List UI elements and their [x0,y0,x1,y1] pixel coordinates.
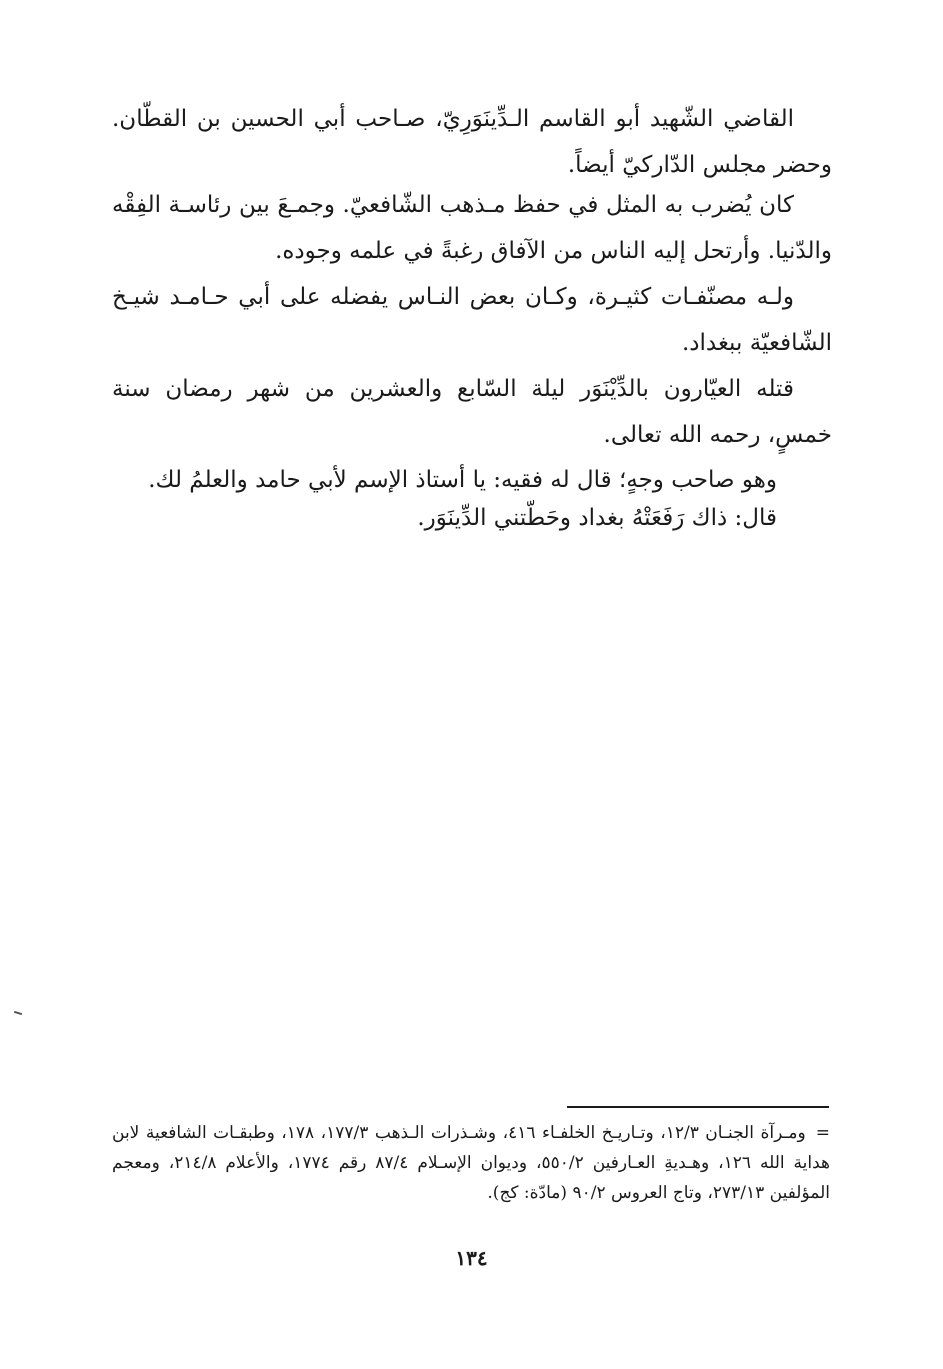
biography-paragraph-3: ولـه مصنّفـات كثيـرة، وكـان بعض النـاس يفضله على أبي حـامـد شيـخ الشّافعيّة ببغداد. [112,284,832,356]
footnote-continuation-marker: = [815,1123,830,1143]
biography-paragraph-1: القاضي الشّهيد أبو القاسم الـدِّينَوَرِيّ، صـاحب أبي الحسين بن القطّان. وحضر مجلس الدّاركيّ أيضاً. [112,106,832,178]
footnote-text: ومـرآة الجنـان ١٢/٣، وتـاريـخ الخلفـاء ٤١٦، وشـذرات الـذهب ١٧٧/٣، ١٧٨، وطبقـات الشافعية لابن هداية الله ١٢٦، وهـديةِ العـارفين ٥٥٠/٢، وديوان الإسـلام ٨٧/٤ رقم ١٧٧٤، والأعلام ٢١٤/٨، ومعجم المؤلفين ٢٧٣/١٣، وتاج العروس ٩٠/٢ (مادّة: كج). [112,1123,830,1203]
quote-line-1: وهو صاحب وجهٍ؛ قال له فقيه: يا أستاذ الإسم لأبي حامد والعلمُ لك. [148,467,777,493]
quote-line-2: قال: ذاك رَفَعَتْهُ بغداد وحَطّتني الدِّينَوَر. [417,505,777,531]
page-number: ١٣٤ [455,1246,488,1270]
scan-speck [14,1011,22,1015]
biography-paragraph-2: كان يُضرب به المثل في حفظ مـذهب الشّافعيّ. وجمـعَ بين رئاسـة الفِقْه والدّنيا. وأرتحل إليه الناس من الآفاق رغبةً في علمه وجوده. [112,192,832,264]
biography-paragraph-4: قتله العيّارون بالدِّيْنَوَر ليلة السّابع والعشرين من شهر رمضان سنة خمسٍ، رحمه الله تعالى. [112,376,832,448]
footnote-separator [567,1106,829,1108]
footnote [112,1118,830,1208]
